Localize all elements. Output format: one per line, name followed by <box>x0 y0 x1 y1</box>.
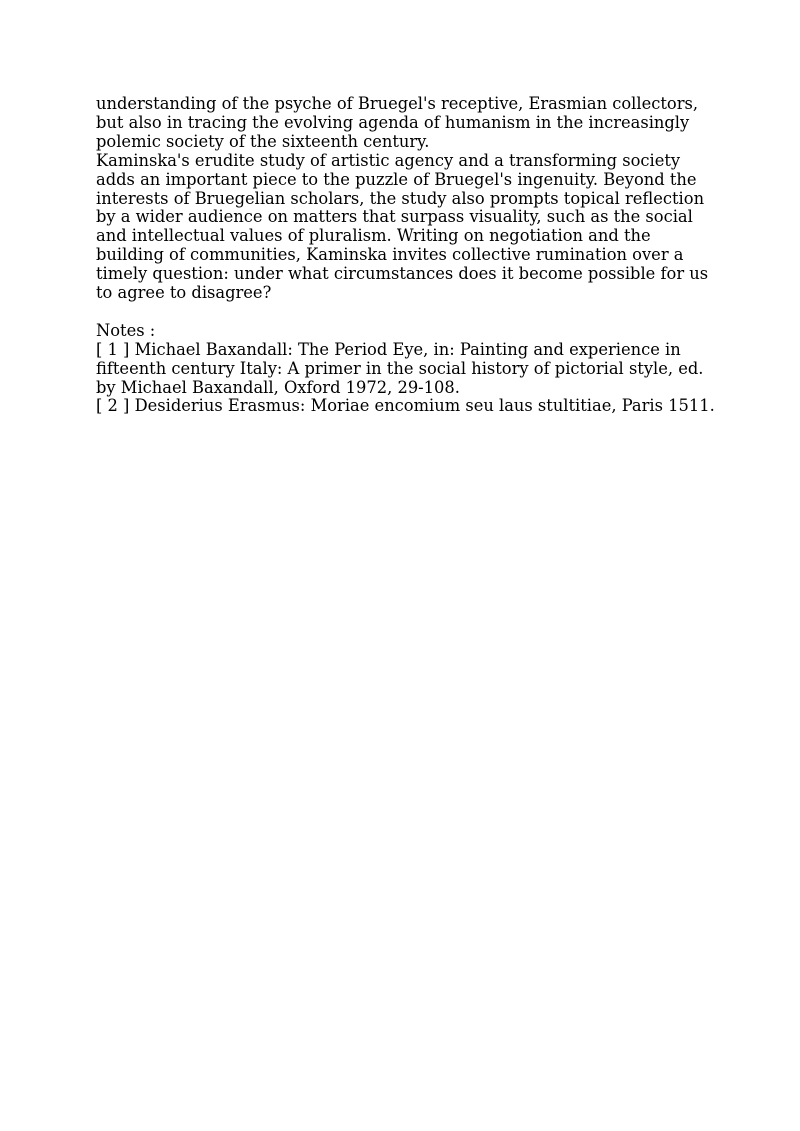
footnote-2: [ 2 ] Desiderius Erasmus: Moriae encomium seu laus stultitiae, Paris 1511. <box>96 396 715 416</box>
paragraph-spacer <box>96 303 716 322</box>
notes-heading: Notes : <box>96 320 156 340</box>
document-page <box>96 95 716 416</box>
paragraph-continuation: understanding of the psyche of Bruegel's receptive, Erasmian collectors, but also in tracing the evolving agenda of humanism in the increasingly polemic society of the sixteenth century. <box>96 94 699 151</box>
paragraph-conclusion: Kaminska's erudite study of artistic agency and a transforming society adds an important piece to the puzzle of Bruegel's ingenuity. Beyond the interests of Bruegelian scholars, the study also prompts topical reflection by a wider audience on matters that surpass visuality, such as the social and intellectual values of pluralism. Writing on negotiation and the building of communities, Kaminska invites collective rumination over a timely question: under what circumstances does it become possible for us to agree to disagree? <box>96 150 709 303</box>
footnote-1: [ 1 ] Michael Baxandall: The Period Eye, in: Painting and experience in fifteenth century Italy: A primer in the social history of pictorial style, ed. by Michael Baxandall, Oxford 1972, 29-108. <box>96 339 704 397</box>
